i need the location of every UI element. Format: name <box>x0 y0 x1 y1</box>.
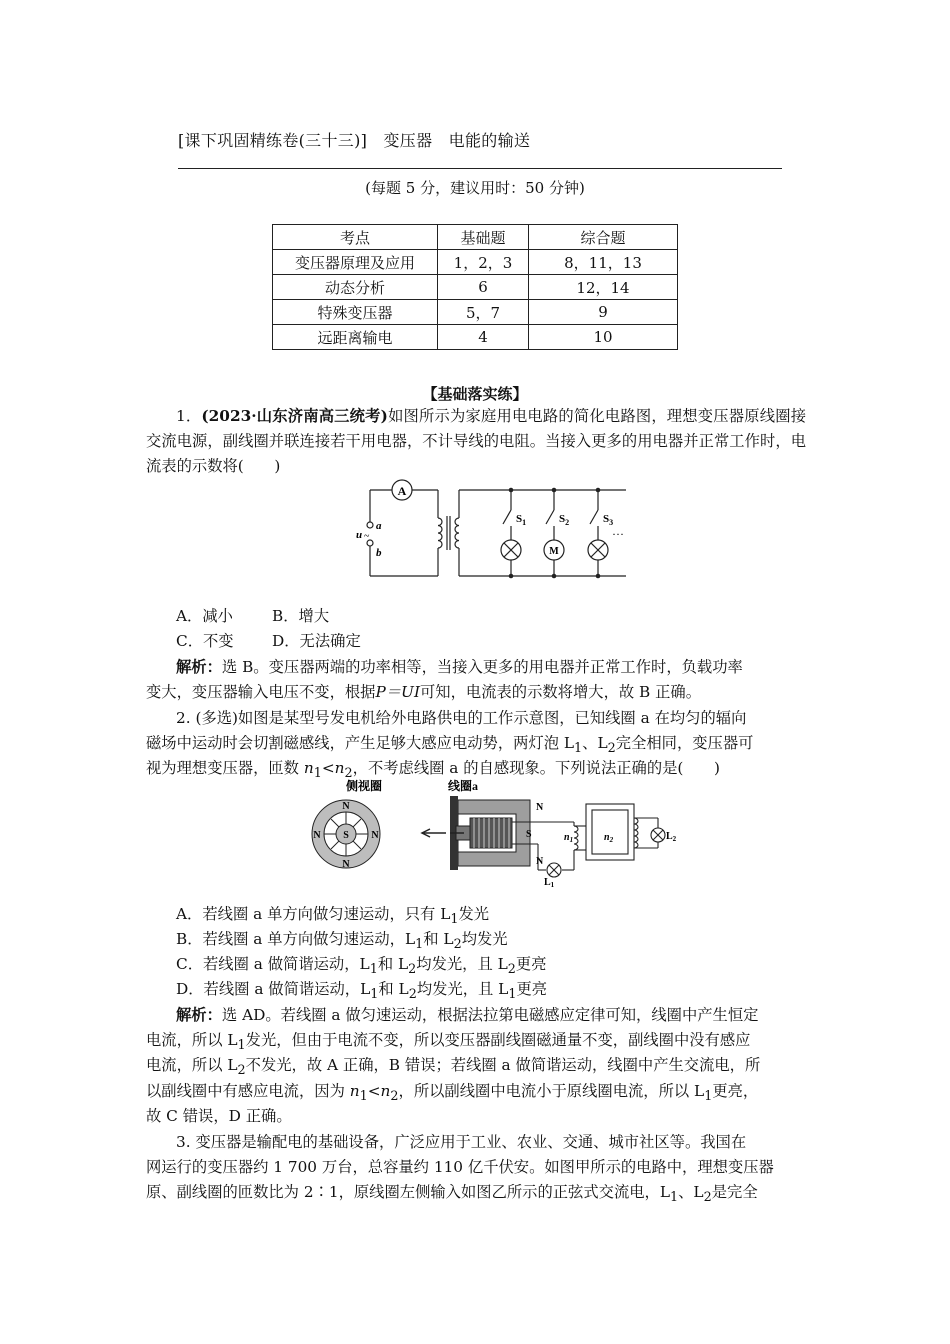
q1-circuit-figure <box>350 476 635 582</box>
q2-analysis-line3: 电流，所以 $L_2$不发光，故 A 正确，B 错误；若线圈 a 做简谐运动，线圈中产生交流电，所 <box>146 1056 761 1079</box>
q1-option-d: D．无法确定 <box>272 632 361 650</box>
q2-stem-line1: 2. (多选)如图是某型号发电机给外电路供电的工作示意图，已知线圈 a 在均匀的辐向 <box>176 709 747 727</box>
table-cell: 4 <box>438 325 529 350</box>
q3-stem-line2: 网运行的变压器约 1 700 万台，总容量约 110 亿千伏安。如图甲所示的电路中，理想变压器 <box>146 1158 774 1176</box>
q2-stem-line2: 磁场中运动时会切割磁感线，产生足够大感应电动势，两灯泡 $L_1$、$L_2$完全相同，变压器可 <box>146 734 754 757</box>
q2-option-d: D．若线圈 a 做简谐运动，$L_1$和 $L_2$均发光，且 $L_1$更亮 <box>176 980 548 1003</box>
switch-s3-label: $S_3$ <box>603 513 614 527</box>
section-title: 【基础落实练】 <box>422 385 528 403</box>
table-cell: 9 <box>529 300 678 325</box>
q2-analysis-line4: 以副线圈中有感应电流，因为 $n_1<n_2$，所以副线圈中电流小于原线圈电流，所以 $L_1$更亮， <box>146 1082 759 1105</box>
q2-analysis-line2: 电流，所以 $L_1$发光，但由于电流不变，所以变压器副线圈磁通量不变，副线圈中没有感应 <box>146 1031 751 1054</box>
time-note: (每题 5 分，建议用时：50 分钟) <box>365 179 585 197</box>
table-cell: 6 <box>438 275 529 300</box>
q1-number: 1． <box>176 407 202 425</box>
q2-option-a: A．若线圈 a 单方向做匀速运动，只有 $L_1$发光 <box>176 905 490 928</box>
primary-turns-label: $n_1$ <box>564 832 574 844</box>
side-north-right: N <box>371 830 379 841</box>
table-cell: 12，14 <box>529 275 678 300</box>
q2-stem-line3: 视为理想变压器，匝数 $n_1<n_2$，不考虑线圈 a 的自感现象。下列说法正确的是( ) <box>146 759 720 782</box>
table-header: 综合题 <box>529 225 678 250</box>
q2-option-c: C．若线圈 a 做简谐运动，$L_1$和 $L_2$均发光，且 $L_2$更亮 <box>176 955 547 978</box>
lamp-l2-label: $L_2$ <box>666 831 677 843</box>
ammeter-label: A <box>397 484 407 498</box>
switch-s1-label: $S_1$ <box>516 513 527 527</box>
table-row <box>273 325 678 350</box>
coil-south: S <box>526 829 532 840</box>
q2-option-b: B．若线圈 a 单方向做匀速运动，$L_1$和 $L_2$均发光 <box>176 930 508 953</box>
table-cell: 特殊变压器 <box>273 300 438 325</box>
coil-north-bottom: N <box>536 856 544 867</box>
q1-stem-text: 如图所示为家庭用电电路的简化电路图，理想变压器原线圈接交流电源，副线圈并联连接若干用电器，不计导线的电阻。当接入更多的用电器并正常工作时，电流表的示数将( ) <box>146 407 806 475</box>
table-header: 基础题 <box>438 225 529 250</box>
lamp-l1-label: $L_1$ <box>544 877 555 889</box>
q1-analysis-line1: 解析：选 B。变压器两端的功率相等，当接入更多的用电器并正常工作时，负载功率 <box>176 658 743 676</box>
table-row <box>273 250 678 275</box>
q1-source: (2023·山东济南高三统考) <box>201 407 388 425</box>
side-north-bottom: N <box>342 859 350 870</box>
topic-table <box>272 224 678 350</box>
page-title: [课下巩固精练卷(三十三)] 变压器 电能的输送 <box>178 131 531 150</box>
table-header-row <box>273 225 678 250</box>
source-u-label: u <box>356 529 363 541</box>
q1-option-b: B．增大 <box>272 607 330 625</box>
formula-p-ui: P＝UI <box>375 683 420 701</box>
coil-north-top: N <box>536 802 544 813</box>
q2-analysis-line5: 故 C 错误，D 正确。 <box>146 1107 292 1125</box>
q3-stem-line3: 原、副线圈的匝数比为 2∶1，原线圈左侧输入如图乙所示的正弦式交流电，$L_1$、$L_2$是完全 <box>146 1183 758 1206</box>
secondary-turns-label: $n_2$ <box>604 832 614 844</box>
title-divider <box>178 168 782 169</box>
terminal-b-label: b <box>376 547 382 559</box>
coil-a-label: 线圈a <box>448 779 479 793</box>
motor-label: M <box>549 546 559 557</box>
terminal-a-label: a <box>376 520 382 532</box>
table-row <box>273 275 678 300</box>
table-cell: 8，11，13 <box>529 250 678 275</box>
q1-option-a: A．减小 <box>176 607 233 625</box>
side-view-label: 侧视圈 <box>346 779 383 793</box>
table-cell: 1，2，3 <box>438 250 529 275</box>
q2-generator-figure <box>308 774 684 889</box>
q2-analysis-line1: 解析：选 AD。若线圈 a 做匀速运动，根据法拉第电磁感应定律可知，线圈中产生恒定 <box>176 1006 759 1024</box>
table-cell: 变压器原理及应用 <box>273 250 438 275</box>
table-cell: 远距离输电 <box>273 325 438 350</box>
table-cell: 5，7 <box>438 300 529 325</box>
q1-stem <box>146 404 806 479</box>
q1-analysis-line2: 变大，变压器输入电压不变，根据P＝UI可知，电流表的示数将增大，故 B 正确。 <box>146 683 702 701</box>
table-cell: 动态分析 <box>273 275 438 300</box>
table-header: 考点 <box>273 225 438 250</box>
table-row <box>273 300 678 325</box>
table-cell: 10 <box>529 325 678 350</box>
q3-stem-line1: 3. 变压器是输配电的基础设备，广泛应用于工业、农业、交通、城市社区等。我国在 <box>176 1133 747 1151</box>
ac-symbol: ~ <box>364 531 370 542</box>
switch-s2-label: $S_2$ <box>559 513 570 527</box>
more-loads-dots: ··· <box>612 527 624 541</box>
q1-option-c: C．不变 <box>176 632 234 650</box>
side-south-center: S <box>343 830 349 841</box>
side-north-left: N <box>313 830 321 841</box>
side-north-top: N <box>342 801 350 812</box>
